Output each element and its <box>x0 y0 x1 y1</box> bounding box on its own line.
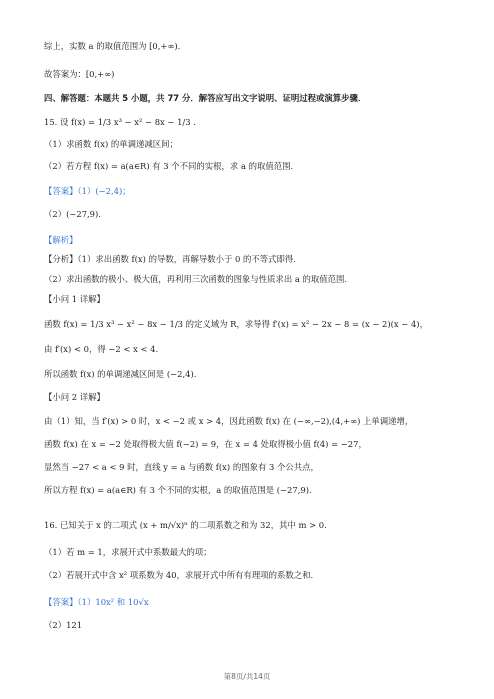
solution-2-line-2: 函数 f(x) 在 x = −2 处取得极大值 f(−2) = 9，在 x = 4 处取得极小值 f(4) = −27， <box>44 439 367 449</box>
page-footer: 第8页/共14页 <box>223 672 271 681</box>
subquestion-1-label: 【小问 1 详解】 <box>44 294 105 304</box>
answer-line-2: （2）(−27,9). <box>44 209 101 219</box>
answer-16-line-1: 【答案】（1）10x² 和 10√x <box>44 597 149 607</box>
solution-1-line-3: 所以函数 f(x) 的单调递减区间是 (−2,4). <box>44 369 197 379</box>
text-line-2: 故答案为：[0,+∞) <box>44 69 115 79</box>
problem-16-part2: （2）若展开式中含 x² 项系数为 40，求展开式中所有有理项的系数之和. <box>44 570 314 580</box>
analysis-line-1: 【分析】（1）求出函数 f(x) 的导数，再解导数小于 0 的不等式即得. <box>44 254 296 264</box>
analysis-line-2: （2）求出函数的极小、极大值，再利用三次函数的图象与性质求出 a 的取值范围. <box>44 274 348 284</box>
problem-16-statement: 16. 已知关于 x 的二项式 (x + m/√x)ⁿ 的二项系数之和为 32，其中 m > 0. <box>44 520 327 530</box>
solution-2-line-3: 显然当 −27 < a < 9 时，直线 y = a 与函数 f(x) 的图象有 3 个公共点， <box>44 462 319 472</box>
solution-1-line-2: 由 f′(x) < 0，得 −2 < x < 4. <box>44 344 159 354</box>
section-heading: 四、解答题：本题共 5 小题，共 77 分．解答应写出文字说明、证明过程或演算步骤． <box>44 93 367 103</box>
solution-2-line-4: 所以方程 f(x) = a(a∈R) 有 3 个不同的实根，a 的取值范围是 (−27,9). <box>44 485 312 495</box>
solution-2-line-1: 由（1）知，当 f′(x) > 0 时，x < −2 或 x > 4，因此函数 f(x) 在 (−∞,−2),(4,+∞) 上单调递增， <box>44 416 414 426</box>
problem-15-part1: （1）求函数 f(x) 的单调递减区间； <box>44 139 178 149</box>
text-line-1: 综上，实数 a 的取值范围为 [0,+∞). <box>44 41 181 51</box>
problem-15-part2: （2）若方程 f(x) = a(a∈R) 有 3 个不同的实根，求 a 的取值范围. <box>44 161 294 171</box>
analysis-label: 【解析】 <box>44 235 78 245</box>
problem-15-statement: 15. 设 f(x) = 1/3 x³ − x² − 8x − 1/3 . <box>44 117 196 127</box>
answer-16-line-2: （2）121 <box>44 620 83 630</box>
subquestion-2-label: 【小问 2 详解】 <box>44 392 105 402</box>
problem-16-part1: （1）若 m = 1，求展开式中系数最大的项； <box>44 547 212 557</box>
solution-1-line-1: 函数 f(x) = 1/3 x³ − x² − 8x − 1/3 的定义域为 R，求导得 f′(x) = x² − 2x − 8 = (x − 2)(x − 4)， <box>44 319 428 329</box>
answer-line-1: 【答案】（1）(−2,4)； <box>44 186 131 196</box>
